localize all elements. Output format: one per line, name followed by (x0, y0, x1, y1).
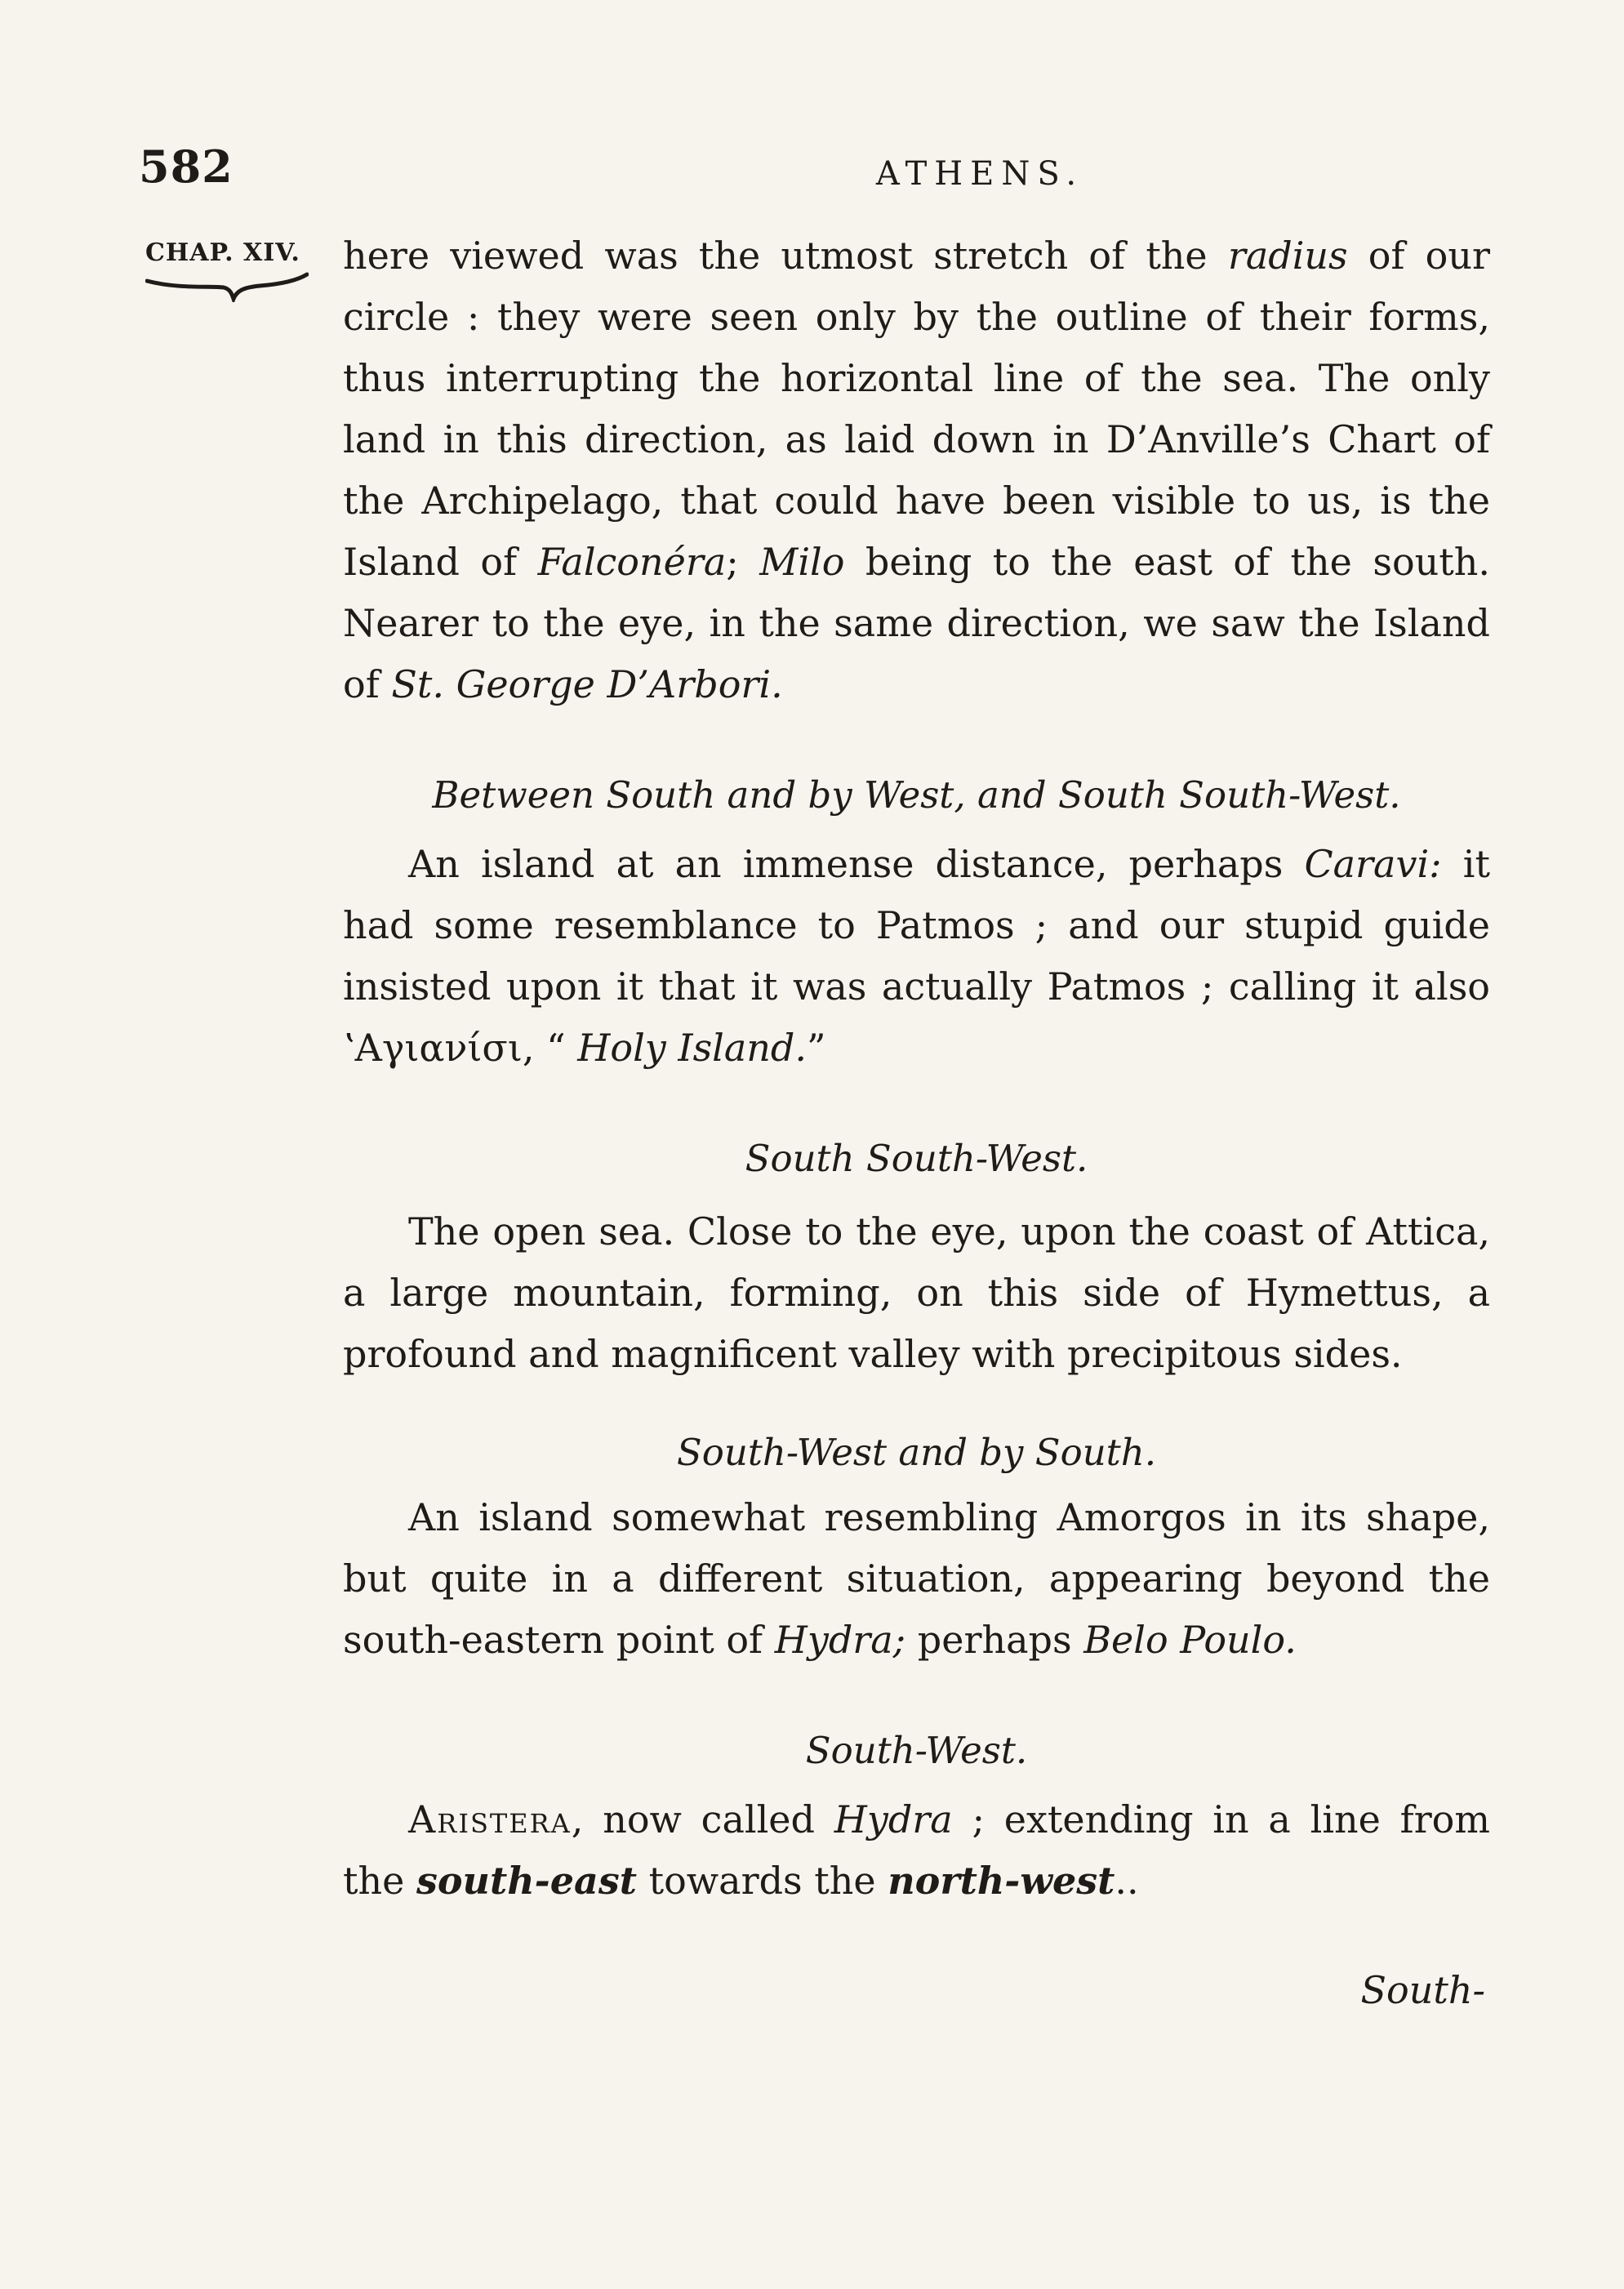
page-body (343, 225, 1490, 1912)
paragraph: The open sea. Close to the eye, upon the coast of Attica, a large mountain, forming, on this side of Hymettus, a profound and magnificent valley with precipitous sides. (343, 1209, 1490, 1376)
running-head: ATHENS. (875, 155, 1084, 193)
brace-ornament (145, 269, 309, 302)
section-heading: Between South and by West, and South South-West. (432, 773, 1401, 817)
section-heading: South South-West. (745, 1137, 1088, 1180)
section-heading: South-West and by South. (676, 1431, 1157, 1474)
chapter-marker: CHAP. XIV. (145, 238, 300, 267)
page-number: 582 (139, 140, 234, 193)
paragraph: An island at an immense distance, perhaps Caravi: it had some resemblance to Patmos ; and our stupid guide insisted upon it that it was actually Patmos ; calling it also ʽΑγιανίσι, “ Holy Island.” (343, 842, 1490, 1070)
paragraph: here viewed was the utmost stretch of the radius of our circle : they were seen only by the outline of their forms, thus interrupting the horizontal line of the sea. The only land in this direction, as laid down in D’Anville’s Chart of the Archipelago, that could have been visible to us, is the Island of Falconéra; Milo being to the east of the south. Nearer to the eye, in the same direction, we saw the Island of St. George D’Arbori. (343, 234, 1490, 706)
paragraph: Aristera, now called Hydra ; extending in a line from the south-east towards the north-west.. (343, 1797, 1491, 1903)
paragraph: An island somewhat resembling Amorgos in its shape, but quite in a different situation, appearing beyond the south-eastern point of Hydra; perhaps Belo Poulo. (343, 1495, 1490, 1662)
section-heading: South-West. (805, 1729, 1028, 1772)
catchword: South- (1360, 1968, 1485, 2012)
